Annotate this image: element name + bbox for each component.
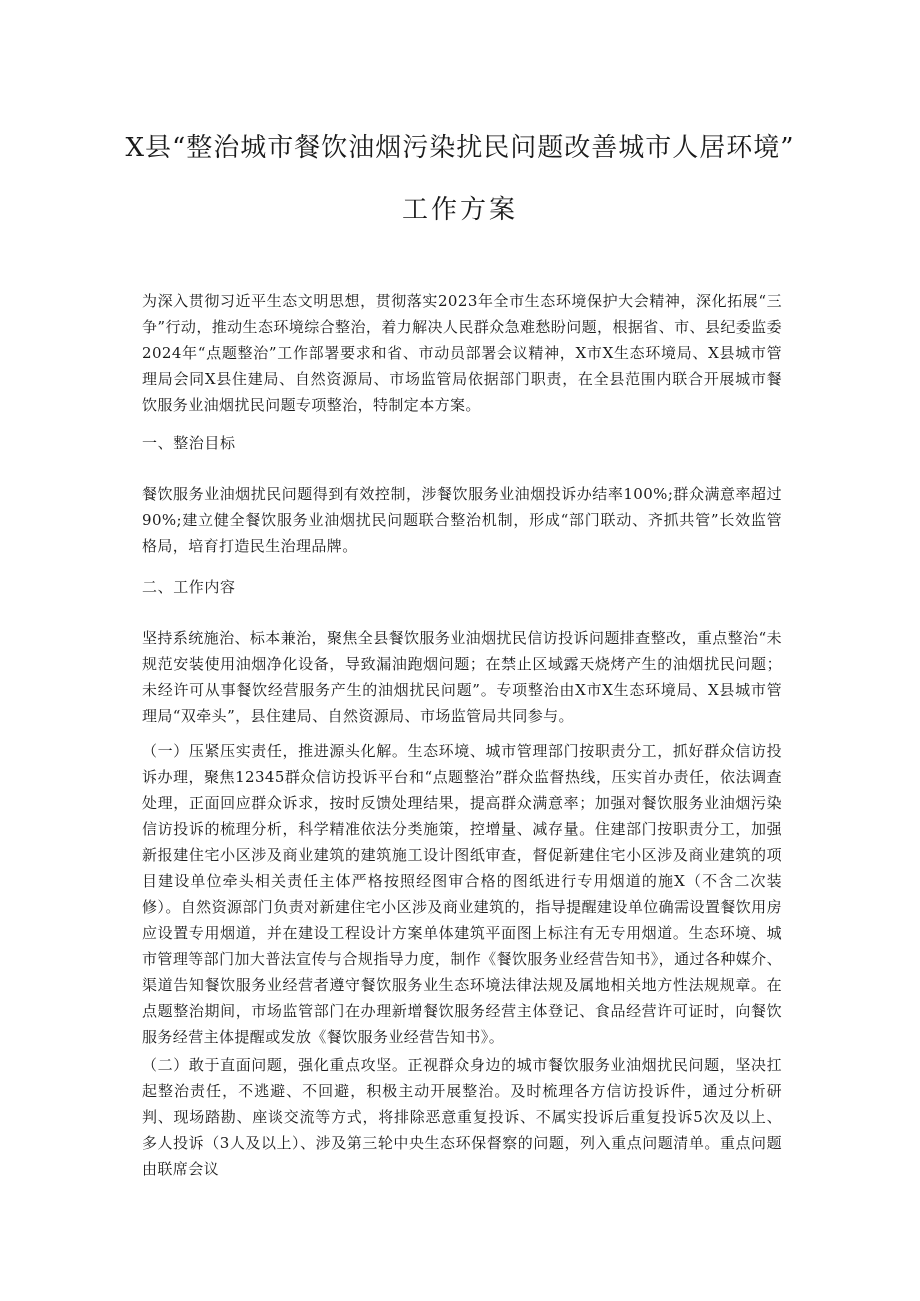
document-title-line-2: 工作方案 xyxy=(401,195,518,225)
item-2-paragraph: （二）敢于直面问题，强化重点攻坚。正视群众身边的城市餐饮服务业油烟扰民问题，坚决扛起整治责任，不逃避、不回避，积极主动开展整治。及时梳理各方信访投诉件，通过分析研判、现场踏勘、座谈交流等方式，将排除恶意重复投诉、不属实投诉后重复投诉5次及以上、多人投诉（3人及以上）、涉及第三轮中央生态环保督察的问题，列入重点问题清单。重点问题由联席会议 xyxy=(142,1056,782,1178)
goals-paragraph: 餐饮服务业油烟扰民问题得到有效控制，涉餐饮服务业油烟投诉办结率100%;群众满意率超过90%;建立健全餐饮服务业油烟扰民问题联合整治机制，形成“部门联动、齐抓共管”长效监管格局，培育打造民生治理品牌。 xyxy=(142,485,782,555)
section-heading-goals: 一、整治目标 xyxy=(142,434,236,452)
intro-paragraph: 为深入贯彻习近平生态文明思想，贯彻落实2023年全市生态环境保护大会精神，深化拓展“三争”行动，推动生态环境综合整治，着力解决人民群众急难愁盼问题，根据省、市、县纪委监委2024年“点题整治”工作部署要求和省、市动员部署会议精神，X市X生态环境局、X县城市管理局会同X县住建局、自然资源局、市场监管局依据部门职责，在全县范围内联合开展城市餐饮服务业油烟扰民问题专项整治，特制定本方案。 xyxy=(142,292,782,414)
item-1-paragraph: （一）压紧压实责任，推进源头化解。生态环境、城市管理部门按职责分工，抓好群众信访投诉办理，聚焦12345群众信访投诉平台和“点题整治”群众监督热线，压实首办责任，依法调查处理，正面回应群众诉求，按时反馈处理结果，提高群众满意率；加强对餐饮服务业油烟污染信访投诉的梳理分析，科学精准依法分类施策，控增量、减存量。住建部门按职责分工，加强新报建住宅小区涉及商业建筑的建筑施工设计图纸审查，督促新建住宅小区涉及商业建筑的项目建设单位牵头相关责任主体严格按照经图审合格的图纸进行专用烟道的施X（不含二次装修）。自然资源部门负责对新建住宅小区涉及商业建筑的，指导提醒建设单位确需设置餐饮用房应设置专用烟道，并在建设工程设计方案单体建筑平面图上标注有无专用烟道。生态环境、城市管理等部门加大普法宣传与合规指导力度，制作《餐饮服务业经营告知书》，通过各种媒介、渠道告知餐饮服务业经营者遵守餐饮服务业生态环境法律法规及属地相关地方性法规规章。在点题整治期间，市场监管部门在办理新增餐饮服务经营主体登记、食品经营许可证时，向餐饮服务经营主体提醒或发放《餐饮服务业经营告知书》。 xyxy=(142,742,782,1046)
content-paragraph: 坚持系统施治、标本兼治，聚焦全县餐饮服务业油烟扰民信访投诉问题排查整改，重点整治“未规范安装使用油烟净化设备，导致漏油跑烟问题；在禁止区域露天烧烤产生的油烟扰民问题；未经许可从事餐饮经营服务产生的油烟扰民问题”。专项整治由X市X生态环境局、X县城市管理局“双牵头”，县住建局、自然资源局、市场监管局共同参与。 xyxy=(142,629,782,725)
document-title-line-1: X县“整治城市餐饮油烟污染扰民问题改善城市人居环境” xyxy=(125,133,795,163)
section-heading-content: 二、工作内容 xyxy=(142,578,236,596)
